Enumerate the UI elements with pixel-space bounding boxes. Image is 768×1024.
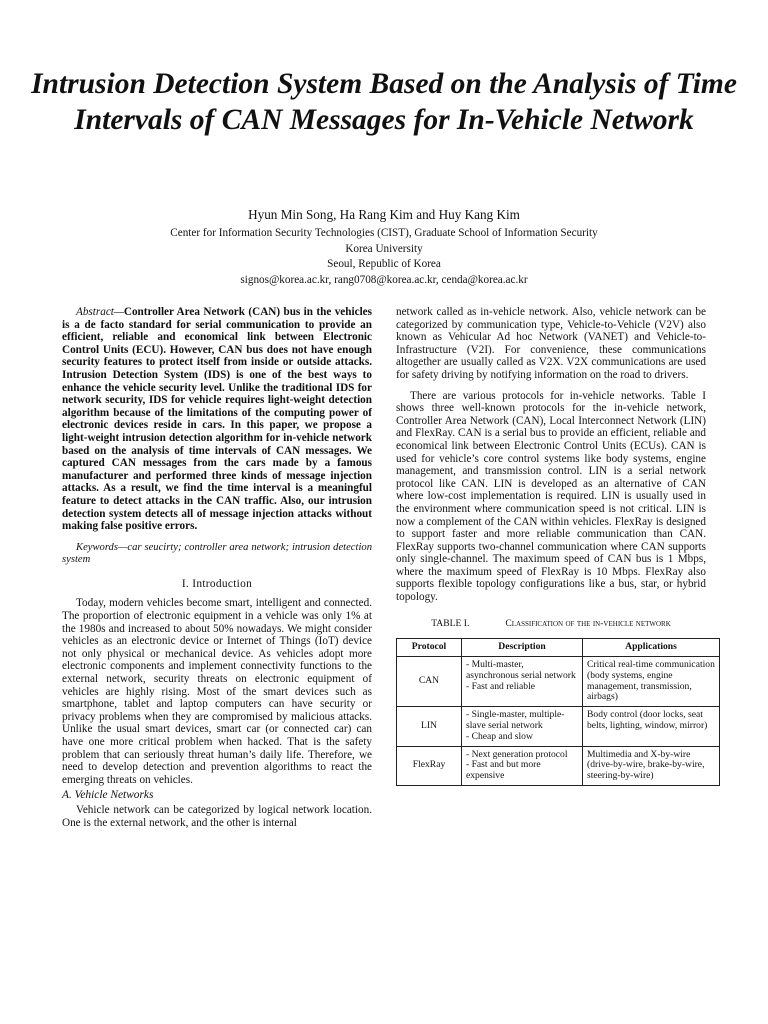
section-heading-introduction: I. Introduction xyxy=(181,577,253,590)
author-block xyxy=(30,206,738,288)
table-row xyxy=(397,707,720,746)
table-row xyxy=(397,746,720,785)
table-cell-protocol: CAN xyxy=(397,657,462,707)
abstract-text: Controller Area Network (CAN) bus in the vehicles is a de facto standard for serial communication to provide an efficient, reliable and economical link between Electronic Control Units (ECU). However, CAN bus does not have enough security features to protect itself from inside or outside attacks. Intrusion Detection System (IDS) is one of the best ways to enhance the vehicle security level. Unlike the traditional IDS for network security, IDS for vehicle requires light-weight detection algorithm because of the limitations of the computing power of electronic devices reside in cars. In this paper, we propose a light-weight intrusion detection algorithm for in-vehicle network based on the analysis of time intervals of CAN messages. We captured CAN messages from the cars made by a famous manufacturer and performed three kinds of message injection attacks. As a result, we find the time interval is a meaningful feature to detect attacks in the CAN traffic. Also, our intrusion detection system detects all of message injection attacks without making false positive errors. xyxy=(62,306,372,533)
table-cell-protocol: LIN xyxy=(397,707,462,746)
keywords: Keywords—car seucirty; controller area network; intrusion detection system xyxy=(62,541,372,566)
table-header-applications: Applications xyxy=(583,639,720,657)
abstract-lead: Abstract— xyxy=(76,306,124,318)
table-cell-description xyxy=(462,707,583,746)
description-line: - Cheap and slow xyxy=(466,730,533,742)
table-cell-description xyxy=(462,657,583,707)
table-cell-protocol: FlexRay xyxy=(397,746,462,785)
table-header-row xyxy=(397,639,720,657)
right-paragraph-2: There are various protocols for in-vehicle networks. Table I shows three well-known protocols for the in-vehicle network, Controller Area Network (CAN), Local Interconnect Network (LIN) and FlexRay. CAN is a serial bus to provide an efficient, reliable and economical link between Electronic Control Units (ECUs). CAN is used for vehicle’s core control systems like body systems, engine management, and transmission control. LIN is a serial network protocol like CAN. LIN is developed as an alternative of CAN where low-cost implementation is required. LIN is usually used in the environment where communication speed is not critical. LIN is now a complement of the CAN within vehicles. FlexRay is designed to support faster and more reliable communication than CAN. FlexRay supports two-channel communication where CAN supports only single-channel. The maximum speed of CAN bus is 1 Mbps, where the maximum speed of FlexRay is 10 Mbps. FlexRay also supports flexible topology configurations like a bus, star, or hybrid topology. xyxy=(396,389,706,604)
table-label: TABLE I. xyxy=(431,617,470,629)
right-column xyxy=(396,306,715,786)
table-title: Classification of the in-vehicle network xyxy=(505,617,671,629)
table-caption xyxy=(396,618,706,631)
table-cell-applications: Multimedia and X-by-wire (drive-by-wire, brake-by-wire, steering-by-wire) xyxy=(583,746,720,785)
paper-title: Intrusion Detection System Based on the Analysis of Time Intervals of CAN Messages for In-Vehicle Network xyxy=(31,68,737,136)
intro-paragraph: Today, modern vehicles become smart, intelligent and connected. The proportion of electronic equipment in a vehicle was only 1% at the 1980s and increased to about 50% nowadays. We might consider vehicles as an electronic device or Internet of Things (IoT) device not only physical or mechanical device. As vehicles adopt more electronic components and implement connectivity functions to the external network, security threats on electronic equipment of vehicles are highly rising. Most of the smart devices such as smartphone, tablet and laptop computers can have security or privacy problems when they are compromised by malicious attacks. Unlike the usual smart devices, smart car (or connected car) can have one more critical problem when hacked. That is the safety problem that can seriously threat human’s daily life. Therefore, we need to develop detection and prevention algorithms to react the emerging threats on vehicles. xyxy=(62,597,372,786)
description-line: - Multi-master, asynchronous serial network xyxy=(466,659,576,681)
description-line: - Next generation protocol xyxy=(466,748,568,760)
table-cell-applications: Critical real-time communication (body systems, engine management, transmission, airbags) xyxy=(583,657,720,707)
right-paragraph-1: network called as in-vehicle network. Also, vehicle network can be categorized by communication type, Vehicle-to-Vehicle (V2V) also known as Vehicular Ad hoc Network (VANET) and Vehicle-to-Infrastructure (V2I). For convenience, these communications altogether are usually called as V2X. V2X communications are used for safety driving by notifying information on the road to drivers. xyxy=(396,306,706,381)
left-column xyxy=(62,306,372,829)
table-cell-description xyxy=(462,746,583,785)
author-emails: signos@korea.ac.kr, rang0708@korea.ac.kr, cenda@korea.ac.kr xyxy=(240,273,528,286)
author-affiliation: Center for Information Security Technologies (CIST), Graduate School of Information Security xyxy=(170,227,598,239)
description-line: - Single-master, multiple-slave serial network xyxy=(466,709,565,732)
vehicle-networks-paragraph: Vehicle network can be categorized by logical network location. One is the external network, and the other is internal xyxy=(62,803,372,829)
table-header-description: Description xyxy=(462,639,583,657)
abstract xyxy=(62,306,372,533)
subsection-heading-vehicle-networks: A. Vehicle Networks xyxy=(62,789,154,802)
author-names: Hyun Min Song, Ha Rang Kim and Huy Kang Kim xyxy=(248,207,520,222)
description-line: - Fast and but more expensive xyxy=(466,759,541,782)
table-header-protocol: Protocol xyxy=(397,639,462,657)
author-university: Korea University xyxy=(345,242,423,255)
description-line: - Fast and reliable xyxy=(466,680,535,692)
author-location: Seoul, Republic of Korea xyxy=(327,258,441,270)
table-cell-applications: Body control (door locks, seat belts, lighting, window, mirror) xyxy=(583,707,720,746)
table-row xyxy=(397,657,720,707)
protocol-table xyxy=(396,638,720,786)
